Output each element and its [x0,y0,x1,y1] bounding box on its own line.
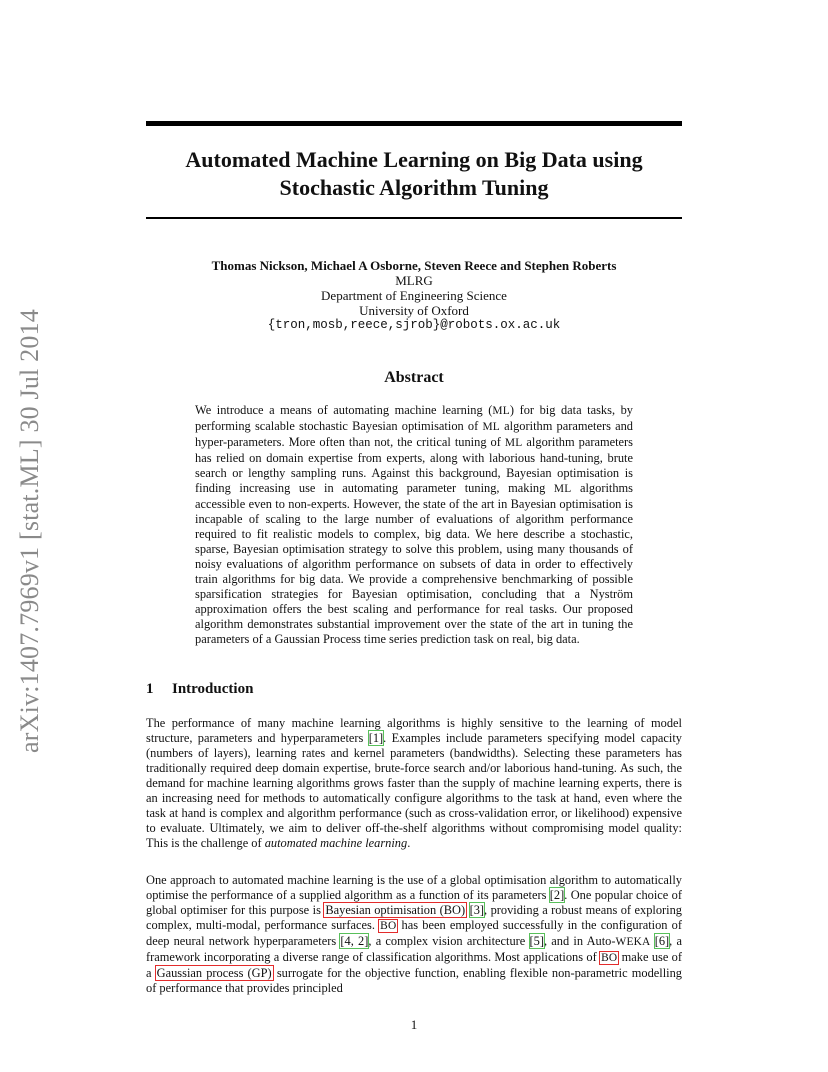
citation-link[interactable]: [2] [549,888,565,902]
citation-link[interactable]: [1] [368,731,384,745]
abstract-part: ) for big data tasks, by performing scalable stochastic Bayesian optimisation of [195,403,634,433]
paragraph-text: surrogate for the objective function, enabling flexible non-parametric modelling of performance that provides principled [146,966,682,995]
acronym-ml: ML [504,437,523,449]
citation-link[interactable]: [6] [654,934,670,948]
acronym-ml: ML [553,483,572,495]
glossary-link-bayesian-optimisation[interactable]: Bayesian optimisation (BO) [325,903,466,917]
abstract-part: algorithm parameters and hyper-parameters. More often than not, the critical tuning of [195,419,633,449]
paper-title [146,146,682,202]
emphasis-text: automated machine learning [264,836,408,850]
citation-link[interactable]: [5] [529,934,544,948]
abstract-part: We introduce a means of automating machine learning ( [195,403,493,417]
acronym-weka: WEKA [615,936,651,948]
paragraph-text: , a framework incorporating a diverse range of classification algorithms. Most applications of [146,934,682,964]
section-title: Introduction [172,681,254,697]
glossary-link-gaussian-process[interactable]: Gaussian process (GP) [156,966,272,980]
citation-link[interactable]: [4, 2] [340,934,369,948]
author-block [146,258,682,333]
section-number: 1 [146,681,154,697]
acronym-ml: ML [492,405,510,417]
paragraph-text: , a complex vision architecture [368,934,530,948]
paragraph-text: . One popular choice of global optimiser for this purpose is [146,888,682,917]
intro-paragraph-1 [146,716,682,851]
paragraph-text: One approach to automated machine learning is the use of a global optimisation algorithm to automatically optimise the performance of a supplied algorithm as a function of its parameters [146,873,682,902]
paragraph-text: . Examples include parameters specifying model capacity (numbers of layers), learning rates and kernel parameters (bandwidths). Selecting these parameters has traditionally required deep domain expertise, brute-force search and/or laborious hand-tuning. As such, the demand for machine learning algorithms grows faster than the supply of machine learning experts, there is an increasing need for methods to automatically configure algorithms to the task at hand, even where the task at hand is complex and algorithm performance (such as cross-validation error, or likelihood) expensive to evaluate. Ultimately, we aim to deliver off-the-shelf algorithms without compromising model quality: This is the challenge of [146,731,682,850]
title-line-2: Stochastic Algorithm Tuning [279,175,549,200]
acronym-link-bo[interactable]: BO [380,920,397,932]
section-heading-introduction [146,681,253,698]
author-names: Thomas Nickson, Michael A Osborne, Steven Reece and Stephen Roberts [211,258,617,273]
paragraph-text: The performance of many machine learning algorithms is highly sensitive to the learning of model structure, parameters and hyperparameters [146,716,682,745]
acronym-ml: ML [482,421,500,433]
author-group: MLRG [395,273,433,288]
arxiv-sidebar-stamp [10,296,50,766]
title-rule-bottom [146,217,682,219]
citation-link[interactable]: [3] [469,903,485,917]
title-rule-top [146,121,682,126]
paragraph-text: has been employed successfully in the configuration of deep neural network hyperparameters [146,918,682,948]
paragraph-text: make use of a [146,950,682,980]
abstract-part: algorithm parameters has relied on domain expertise from experts, along with laborious hand-tuning, brute search or lengthy sampling runs. Against this background, Bayesian optimisation is finding increasing use in automating parameter tuning, making [195,435,633,495]
acronym-link-bo[interactable]: BO [601,952,618,964]
paragraph-text: , providing a robust means of exploring complex, multi-modal, performance surfaces. [146,903,682,932]
abstract-heading: Abstract [384,369,444,386]
paragraph-text: . [407,836,411,850]
intro-paragraph-2 [146,873,682,996]
arxiv-identifier: arXiv:1407.7969v1 [stat.ML] 30 Jul 2014 [15,309,44,753]
paragraph-text: , and in Auto- [543,934,616,948]
author-department: Department of Engineering Science [321,288,507,303]
page-number: 1 [410,1017,418,1032]
author-email: {tron,mosb,reece,sjrob}@robots.ox.ac.uk [267,318,561,332]
abstract-part: algorithms accessible even to non-experts. However, the state of the art in Bayesian optimisation is incapable of scaling to the large number of evaluations of algorithm performance required to fit realistic models to complex, big data. We here describe a stochastic, sparse, Bayesian optimisation strategy to solve this problem, using many thousands of noisy evaluations of algorithm performance on subsets of data in order to effectively train algorithms for big data. We provide a comprehensive benchmarking of possible sparsification strategies for Bayesian optimisation, concluding that a Nyström approximation offers the best scaling and performance for real tasks. Our proposed algorithm demonstrates substantial improvement over the state of the art in tuning the parameters of a Gaussian Process time series prediction task on real, big data. [195,481,633,646]
abstract-text [195,403,633,647]
title-line-1: Automated Machine Learning on Big Data using [185,147,643,172]
author-university: University of Oxford [359,303,469,318]
